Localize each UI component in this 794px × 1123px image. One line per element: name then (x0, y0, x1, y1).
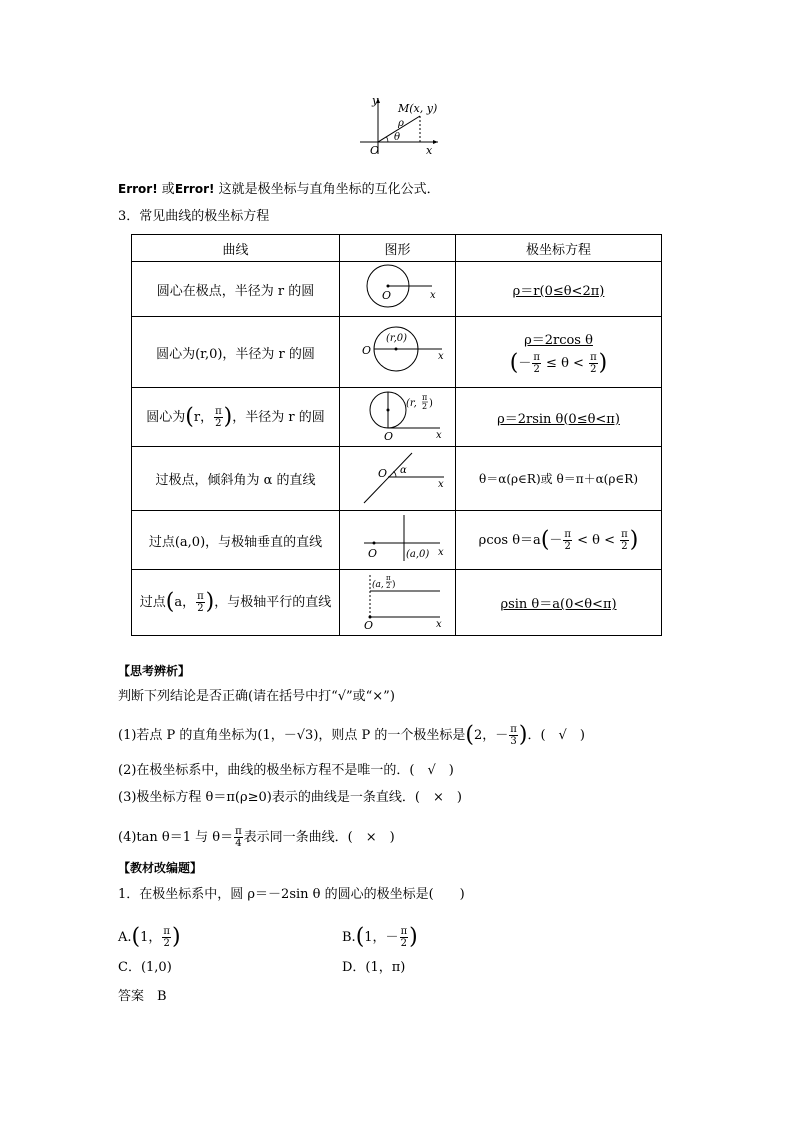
equation-cell: ρ＝r(0≤θ<2π) (456, 262, 662, 317)
x-axis-label: x (426, 144, 433, 156)
curve-cell: 圆心在极点，半径为 r 的圆 (132, 262, 340, 317)
svg-text:x: x (435, 430, 442, 441)
error-text-2: Error! (174, 182, 215, 196)
section-3-title: 3．常见曲线的极坐标方程 (118, 209, 270, 224)
table-row (132, 511, 662, 570)
equation-cell: θ＝α(ρ∈R)或 θ＝π＋α(ρ∈R) (456, 447, 662, 511)
y-axis-label: y (372, 94, 379, 107)
table-row (132, 317, 662, 388)
horizontal-line-figure (350, 571, 446, 631)
svg-text:O: O (363, 618, 373, 631)
svg-text:): ) (428, 398, 433, 409)
header-figure: 图形 (340, 235, 456, 262)
think-question-3: (3)极坐标方程 θ＝π(ρ≥0)表示的曲线是一条直线．( × ) (118, 790, 462, 805)
figure-cell (340, 570, 456, 636)
option-c: C．(1,0) (118, 960, 172, 975)
think-question-2: (2)在极坐标系中，曲线的极坐标方程不是唯一的．( √ ) (118, 763, 454, 778)
svg-text:2: 2 (421, 402, 427, 411)
svg-text:x: x (437, 547, 444, 558)
answer-line (118, 989, 167, 1005)
figure-cell (340, 447, 456, 511)
curve-cell: 圆心为(r,0)，半径为 r 的圆 (132, 317, 340, 388)
equation-cell: ρcos θ＝a(－ $\frac{\pi}{2}$ < θ < $\frac{\pi}{2}$ ) (456, 511, 662, 570)
table-header-row (132, 235, 662, 262)
curve-cell: 过点(a,0)，与极轴垂直的直线 (132, 511, 340, 570)
table-row (132, 262, 662, 317)
error-text-1: Error! (118, 182, 158, 196)
option-d: D．(1，π) (342, 960, 406, 975)
svg-text:(r,0): (r,0) (385, 333, 407, 344)
svg-text:2: 2 (385, 581, 390, 590)
svg-text:O: O (377, 466, 387, 480)
answer-label: 答案 (118, 989, 145, 1004)
polar-coordinate-figure (356, 92, 446, 156)
circle-center-r-half-pi-figure (350, 388, 446, 442)
svg-text:x: x (437, 478, 444, 490)
svg-text:O: O (361, 344, 371, 357)
textbook-section-title: 【教材改编题】 (118, 861, 203, 875)
think-section-title: 【思考辨析】 (118, 664, 191, 678)
svg-text:O: O (383, 430, 393, 442)
vertical-line-figure (350, 511, 446, 565)
svg-text:(r,: (r, (405, 398, 417, 409)
svg-text:x: x (435, 618, 442, 630)
figure-cell (340, 262, 456, 317)
svg-text:π: π (421, 393, 427, 402)
svg-text:π: π (385, 573, 391, 582)
svg-text:α: α (399, 464, 407, 476)
theta-label: θ (394, 132, 401, 143)
curve-cell: 圆心为(r， $\frac{\pi}{2}$ )，半径为 r 的圆 (132, 388, 340, 447)
textbook-question: 1．在极坐标系中，圆 ρ＝－2sin θ 的圆心的极坐标是( ) (118, 887, 465, 902)
figure-cell (340, 511, 456, 570)
line-through-pole-figure (350, 449, 446, 505)
point-m-label: M(x, y) (398, 102, 438, 115)
curve-cell: 过点(a， $\frac{\pi}{2}$ )，与极轴平行的直线 (132, 570, 340, 636)
think-question-1: (1)若点 P 的直角坐标为(1，－√3)，则点 P 的一个极坐标是(2，－ $\frac{\pi}{3}$ )．( √ ) (118, 722, 585, 748)
conversion-formula-line: Error! 或Error! 这就是极坐标与直角坐标的互化公式． (118, 182, 440, 197)
header-equation: 极坐标方程 (456, 235, 662, 262)
circle-at-pole-figure (356, 262, 440, 312)
option-a: A.(1， $\frac{\pi}{2}$ ) (118, 924, 181, 950)
table-row (132, 447, 662, 511)
svg-text:x: x (437, 351, 444, 362)
equation-cell: ρsin θ＝a(0<θ<π) (456, 570, 662, 636)
circle-center-r0-figure (350, 325, 446, 375)
figure-cell (340, 317, 456, 388)
table-row (132, 388, 662, 447)
equation-cell: ρ＝2rsin θ(0≤θ<π) (456, 388, 662, 447)
polar-equations-table (131, 234, 662, 636)
origin-label: O (370, 144, 380, 156)
think-intro: 判断下列结论是否正确(请在括号中打“√”或“×”) (118, 689, 395, 704)
svg-text:): ) (391, 579, 396, 590)
figure-cell (340, 388, 456, 447)
rho-label: ρ (398, 118, 404, 129)
svg-text:(a,0): (a,0) (405, 549, 429, 560)
table-row (132, 570, 662, 636)
equation-cell: ρ＝2rcos θ (－ $\frac{\pi}{2}$ ≤ θ < $\frac{\pi}{2}$ ) (456, 317, 662, 388)
answer-value: B (157, 989, 167, 1004)
svg-text:(a,: (a, (371, 579, 384, 590)
svg-text:O: O (367, 547, 377, 560)
svg-text:x: x (429, 290, 436, 301)
svg-text:O: O (381, 289, 391, 302)
option-b: B.(1，－ $\frac{\pi}{2}$ ) (342, 924, 418, 950)
curve-cell: 过极点，倾斜角为 α 的直线 (132, 447, 340, 511)
header-curve: 曲线 (132, 235, 340, 262)
think-question-4: (4)tan θ＝1 与 θ＝ $\frac{\pi}{4}$ 表示同一条曲线．( × ) (118, 826, 395, 849)
